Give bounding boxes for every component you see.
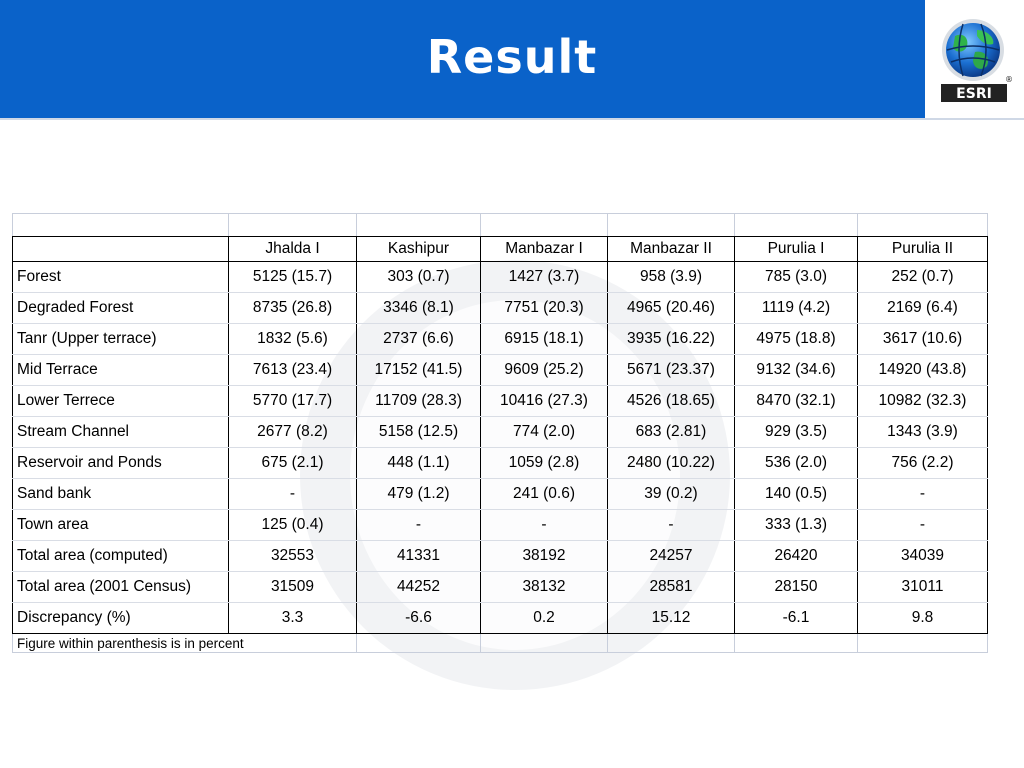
table-row [13,262,988,293]
table-cell: 11709 (28.3) [357,386,481,417]
table-cell: 26420 [735,541,858,572]
slide-title: Result [426,30,598,84]
table-cell: - [229,479,357,510]
table-cell: - [858,510,988,541]
col-header: Manbazar I [481,237,608,262]
table-cell: 1119 (4.2) [735,293,858,324]
table-row [13,417,988,448]
table-cell: 28150 [735,572,858,603]
table-row [13,572,988,603]
esri-logo [933,12,1017,104]
table-row [13,603,988,634]
table-cell: 252 (0.7) [858,262,988,293]
col-header: Purulia II [858,237,988,262]
header-divider [0,118,1024,120]
table-header-row [13,237,988,262]
table-cell: - [608,510,735,541]
row-label: Lower Terrece [13,386,229,417]
table-cell: 7751 (20.3) [481,293,608,324]
row-label: Town area [13,510,229,541]
table-cell: 140 (0.5) [735,479,858,510]
table-cell: 9.8 [858,603,988,634]
table-cell: 5671 (23.37) [608,355,735,386]
table-cell: -6.1 [735,603,858,634]
row-label: Stream Channel [13,417,229,448]
table-cell: 1343 (3.9) [858,417,988,448]
table-cell: 15.12 [608,603,735,634]
table-row [13,479,988,510]
table-cell: 38192 [481,541,608,572]
row-label: Tanr (Upper terrace) [13,324,229,355]
table-cell: 4975 (18.8) [735,324,858,355]
table-cell: 14920 (43.8) [858,355,988,386]
table-cell: 2677 (8.2) [229,417,357,448]
table-cell: 9132 (34.6) [735,355,858,386]
table-cell: 1427 (3.7) [481,262,608,293]
row-label: Discrepancy (%) [13,603,229,634]
table-cell: 756 (2.2) [858,448,988,479]
table-cell: 479 (1.2) [357,479,481,510]
table-cell: 536 (2.0) [735,448,858,479]
table-cell: 929 (3.5) [735,417,858,448]
table-cell: - [357,510,481,541]
table-cell: 4526 (18.65) [608,386,735,417]
table-cell: 4965 (20.46) [608,293,735,324]
table-cell: 39 (0.2) [608,479,735,510]
table-row [13,448,988,479]
table-cell: 241 (0.6) [481,479,608,510]
table-cell: 958 (3.9) [608,262,735,293]
table-cell: 7613 (23.4) [229,355,357,386]
table-cell: 10982 (32.3) [858,386,988,417]
table-cell: 44252 [357,572,481,603]
table-cell: 774 (2.0) [481,417,608,448]
table-cell: - [858,479,988,510]
row-label: Reservoir and Ponds [13,448,229,479]
table-cell: 6915 (18.1) [481,324,608,355]
table-cell: 31011 [858,572,988,603]
table-cell: 125 (0.4) [229,510,357,541]
row-label: Mid Terrace [13,355,229,386]
table-cell: -6.6 [357,603,481,634]
table-cell: 2480 (10.22) [608,448,735,479]
table-cell: 333 (1.3) [735,510,858,541]
col-header: Jhalda I [229,237,357,262]
col-header: Purulia I [735,237,858,262]
table-cell: 2737 (6.6) [357,324,481,355]
table-cell: 5125 (15.7) [229,262,357,293]
table-row [13,510,988,541]
table-row [13,293,988,324]
table-cell: 17152 (41.5) [357,355,481,386]
table-spacer-row [13,214,988,237]
table-cell: 5158 (12.5) [357,417,481,448]
row-label: Total area (2001 Census) [13,572,229,603]
table-cell: 3346 (8.1) [357,293,481,324]
col-header: Kashipur [357,237,481,262]
table-cell: 32553 [229,541,357,572]
table-row [13,386,988,417]
table-footnote-row [13,634,988,653]
table-cell: 10416 (27.3) [481,386,608,417]
table-row [13,541,988,572]
table-cell: 448 (1.1) [357,448,481,479]
results-table [12,213,988,653]
row-label: Sand bank [13,479,229,510]
table-cell: 8470 (32.1) [735,386,858,417]
row-label: Forest [13,262,229,293]
table-cell: 675 (2.1) [229,448,357,479]
table-cell: 303 (0.7) [357,262,481,293]
table-cell: 0.2 [481,603,608,634]
table-cell: 41331 [357,541,481,572]
table-cell: 31509 [229,572,357,603]
table-cell: 785 (3.0) [735,262,858,293]
svg-text:ESRI: ESRI [956,86,992,102]
table-row [13,355,988,386]
table-cell: 34039 [858,541,988,572]
table-cell: - [481,510,608,541]
table-cell: 38132 [481,572,608,603]
header-corner-cell [13,237,229,262]
table-cell: 5770 (17.7) [229,386,357,417]
col-header: Manbazar II [608,237,735,262]
table-cell: 8735 (26.8) [229,293,357,324]
table-cell: 3935 (16.22) [608,324,735,355]
table-cell: 1832 (5.6) [229,324,357,355]
row-label: Degraded Forest [13,293,229,324]
svg-text:®: ® [1005,75,1013,84]
footnote: Figure within parenthesis is in percent [13,634,357,653]
table-cell: 28581 [608,572,735,603]
table-cell: 1059 (2.8) [481,448,608,479]
table-cell: 3617 (10.6) [858,324,988,355]
table-row [13,324,988,355]
row-label: Total area (computed) [13,541,229,572]
table-cell: 24257 [608,541,735,572]
table-cell: 9609 (25.2) [481,355,608,386]
table-cell: 3.3 [229,603,357,634]
table-cell: 683 (2.81) [608,417,735,448]
table-cell: 2169 (6.4) [858,293,988,324]
